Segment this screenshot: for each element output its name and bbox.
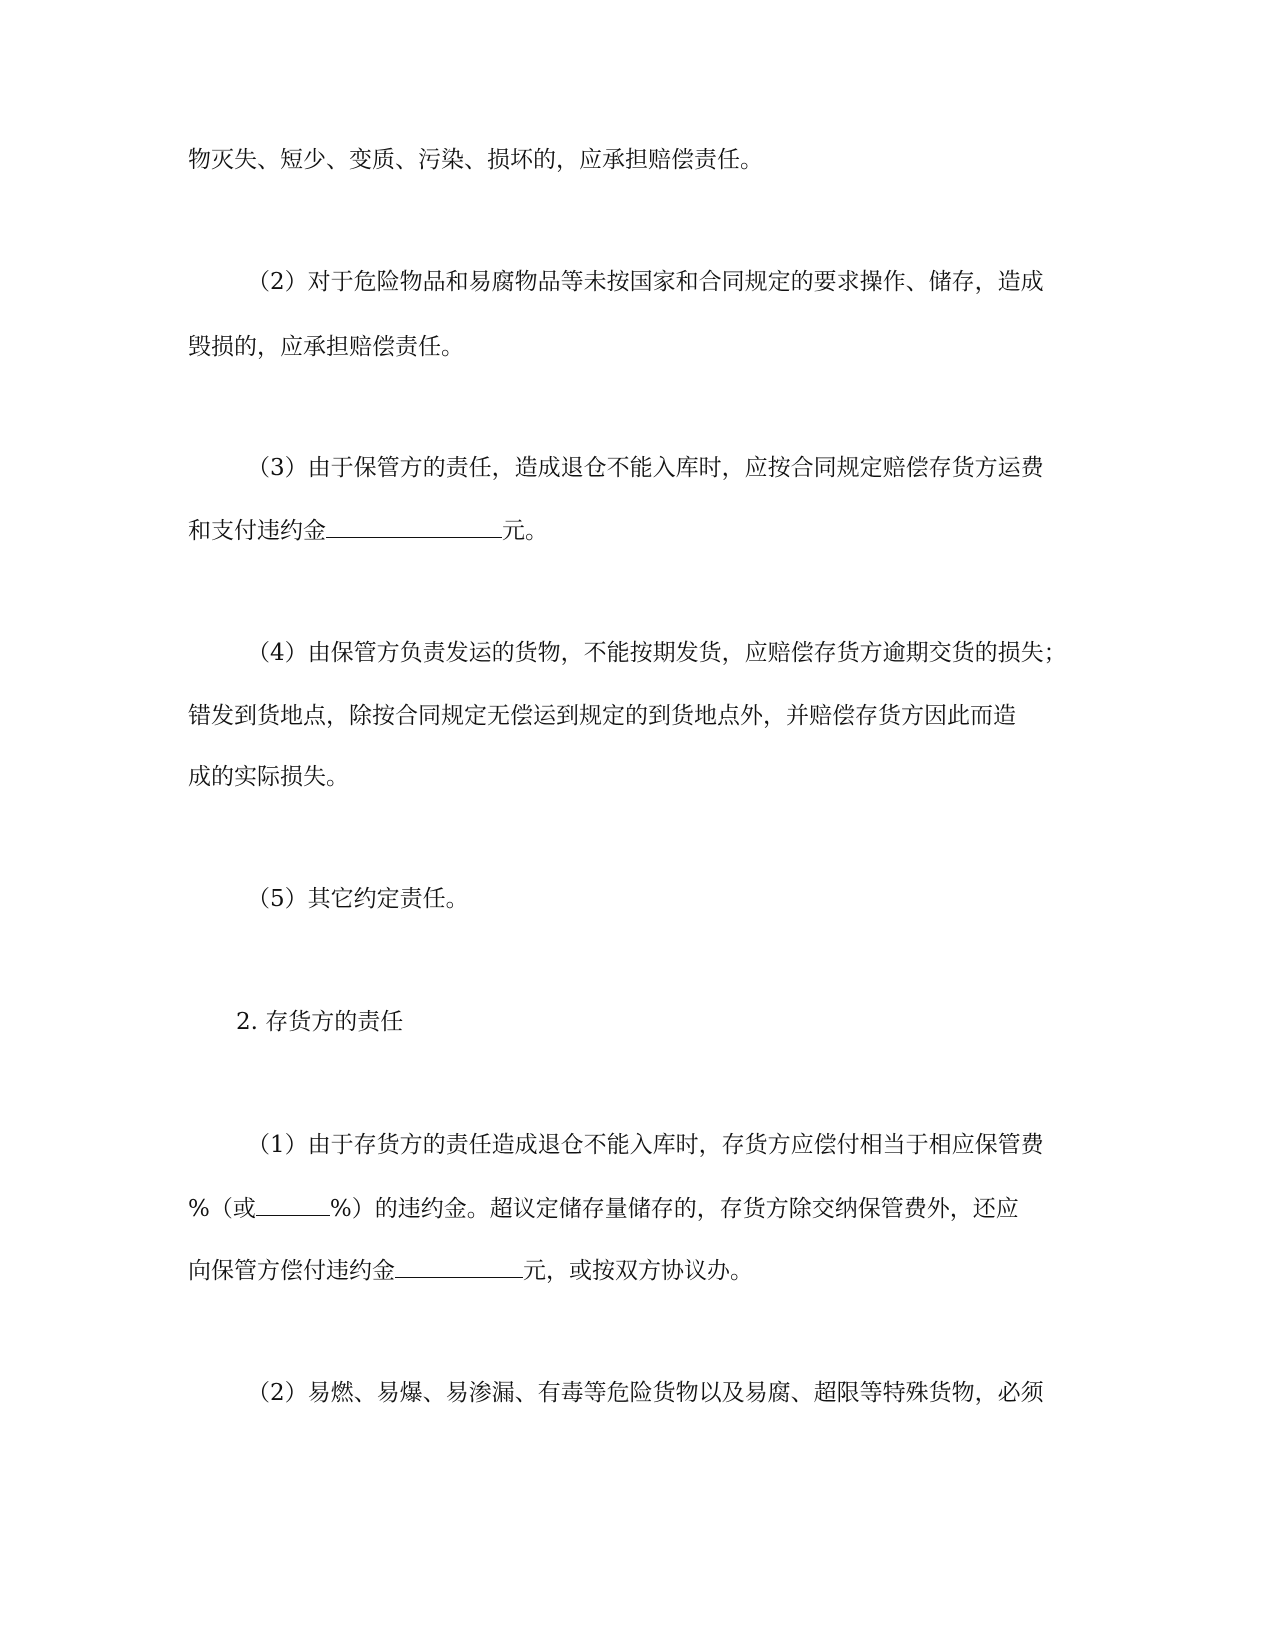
penalty-amount-blank[interactable] [395, 1255, 523, 1278]
text: 毁损的，应承担赔偿责任。 [188, 334, 464, 360]
text-line [188, 145, 763, 175]
text: （3）由于保管方的责任，造成退仓不能入库时，应按合同规定赔偿存货方运费 [247, 455, 1044, 481]
text: %（或 [188, 1196, 256, 1222]
clause-depositor-1-line-3 [188, 1255, 753, 1285]
clause-keeper-4-line-1 [247, 638, 1067, 668]
text: 2. 存货方的责任 [236, 1009, 404, 1035]
clause-depositor-1-line-2 [188, 1193, 1019, 1223]
text: （5）其它约定责任。 [247, 886, 469, 912]
penalty-amount-blank[interactable] [326, 515, 502, 538]
text: 和支付违约金 [188, 518, 326, 544]
section-heading [236, 1007, 403, 1037]
clause-keeper-2-line-2 [188, 332, 464, 362]
text: 物灭失、短少、变质、污染、损坏的，应承担赔偿责任。 [188, 147, 763, 173]
percentage-blank[interactable] [256, 1193, 330, 1216]
text: %）的违约金。超议定储存量储存的，存货方除交纳保管费外，还应 [329, 1196, 1019, 1222]
text: （2）易燃、易爆、易渗漏、有毒等危险货物以及易腐、超限等特殊货物，必须 [247, 1380, 1044, 1406]
clause-depositor-2-line-1 [247, 1378, 1044, 1408]
text: （2）对于危险物品和易腐物品等未按国家和合同规定的要求操作、储存，造成 [247, 269, 1044, 295]
clause-keeper-4-line-2 [188, 701, 1016, 731]
text: 元，或按双方协议办。 [523, 1258, 753, 1284]
text: 元。 [502, 518, 548, 544]
clause-keeper-4-line-3 [188, 762, 349, 792]
clause-keeper-5 [247, 884, 469, 914]
clause-depositor-1-line-1 [247, 1130, 1044, 1160]
clause-keeper-3-line-1 [247, 453, 1044, 483]
clause-keeper-2-line-1 [247, 267, 1044, 297]
text: 向保管方偿付违约金 [188, 1258, 395, 1284]
clause-keeper-3-line-2 [188, 515, 548, 545]
text: 错发到货地点，除按合同规定无偿运到规定的到货地点外，并赔偿存货方因此而造 [188, 703, 1016, 729]
text: 成的实际损失。 [188, 764, 349, 790]
text: （4）由保管方负责发运的货物，不能按期发货，应赔偿存货方逾期交货的损失； [247, 640, 1067, 666]
text: （1）由于存货方的责任造成退仓不能入库时，存货方应偿付相当于相应保管费 [247, 1132, 1044, 1158]
